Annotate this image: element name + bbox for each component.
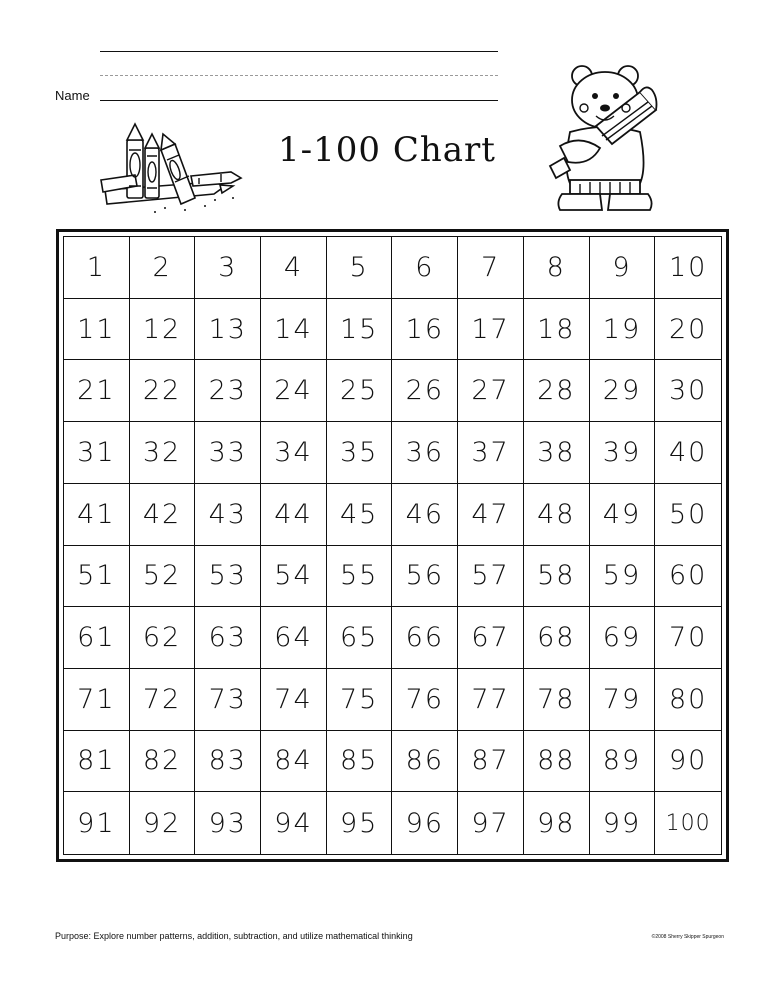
- number-cell: 84: [261, 731, 327, 793]
- number-cell: 97: [458, 792, 524, 854]
- number-cell: 36: [392, 422, 458, 484]
- number-cell: 20: [655, 299, 721, 361]
- number-cell: 88: [524, 731, 590, 793]
- number-cell: 99: [590, 792, 656, 854]
- number-cell: 59: [590, 546, 656, 608]
- number-cell: 61: [64, 607, 130, 669]
- number-cell: 21: [64, 360, 130, 422]
- number-cell: 64: [261, 607, 327, 669]
- number-cell: 5: [327, 237, 393, 299]
- number-cell: 71: [64, 669, 130, 731]
- number-cell: 89: [590, 731, 656, 793]
- number-cell: 77: [458, 669, 524, 731]
- number-cell: 92: [130, 792, 196, 854]
- number-cell: 25: [327, 360, 393, 422]
- number-cell: 75: [327, 669, 393, 731]
- number-cell: 55: [327, 546, 393, 608]
- number-cell: 56: [392, 546, 458, 608]
- number-cell: 1: [64, 237, 130, 299]
- number-cell: 12: [130, 299, 196, 361]
- number-cell: 13: [195, 299, 261, 361]
- number-cell: 38: [524, 422, 590, 484]
- number-cell: 86: [392, 731, 458, 793]
- number-cell: 51: [64, 546, 130, 608]
- number-cell: 4: [261, 237, 327, 299]
- bear-illustration: [540, 62, 670, 217]
- number-cell: 42: [130, 484, 196, 546]
- number-cell: 34: [261, 422, 327, 484]
- number-cell: 90: [655, 731, 721, 793]
- number-cell: 96: [392, 792, 458, 854]
- number-cell: 91: [64, 792, 130, 854]
- number-cell: 2: [130, 237, 196, 299]
- purpose-text: Purpose: Explore number patterns, addition, subtraction, and utilize mathematical thinking: [55, 931, 413, 941]
- name-line[interactable]: [100, 100, 498, 101]
- hundred-chart: [56, 229, 729, 862]
- number-cell: 7: [458, 237, 524, 299]
- number-cell: 19: [590, 299, 656, 361]
- number-cell: 35: [327, 422, 393, 484]
- page-title: 1-100 Chart: [278, 130, 496, 170]
- number-cell: 95: [327, 792, 393, 854]
- number-cell: 68: [524, 607, 590, 669]
- number-cell: 43: [195, 484, 261, 546]
- number-cell: 33: [195, 422, 261, 484]
- number-cell: 82: [130, 731, 196, 793]
- number-cell: 78: [524, 669, 590, 731]
- number-cell: 32: [130, 422, 196, 484]
- number-cell: 16: [392, 299, 458, 361]
- number-cell: 27: [458, 360, 524, 422]
- number-cell: 23: [195, 360, 261, 422]
- number-cell: 14: [261, 299, 327, 361]
- number-cell: 31: [64, 422, 130, 484]
- number-cell: 18: [524, 299, 590, 361]
- number-cell: 47: [458, 484, 524, 546]
- number-cell: 28: [524, 360, 590, 422]
- number-cell: 81: [64, 731, 130, 793]
- number-cell: 44: [261, 484, 327, 546]
- number-cell: 79: [590, 669, 656, 731]
- number-cell: 10: [655, 237, 721, 299]
- name-label: Name: [55, 88, 90, 103]
- number-cell: 74: [261, 669, 327, 731]
- hundred-chart-grid: [63, 236, 722, 855]
- number-cell: 52: [130, 546, 196, 608]
- number-cell: 72: [130, 669, 196, 731]
- number-cell: 15: [327, 299, 393, 361]
- number-cell: 8: [524, 237, 590, 299]
- number-cell: 76: [392, 669, 458, 731]
- number-cell: 17: [458, 299, 524, 361]
- number-cell: 83: [195, 731, 261, 793]
- number-cell: 29: [590, 360, 656, 422]
- copyright-text: ©2008 Sherry Skipper Spurgeon: [651, 934, 724, 940]
- number-cell: 49: [590, 484, 656, 546]
- number-cell: 63: [195, 607, 261, 669]
- number-cell: 53: [195, 546, 261, 608]
- number-cell: 67: [458, 607, 524, 669]
- number-cell: 48: [524, 484, 590, 546]
- number-cell: 45: [327, 484, 393, 546]
- number-cell: 62: [130, 607, 196, 669]
- number-cell: 46: [392, 484, 458, 546]
- number-cell: 40: [655, 422, 721, 484]
- number-cell: 26: [392, 360, 458, 422]
- writing-line-dashed: [100, 75, 498, 76]
- number-cell: 9: [590, 237, 656, 299]
- number-cell: 41: [64, 484, 130, 546]
- number-cell: 70: [655, 607, 721, 669]
- number-cell: 37: [458, 422, 524, 484]
- number-cell: 39: [590, 422, 656, 484]
- number-cell: 60: [655, 546, 721, 608]
- number-cell: 66: [392, 607, 458, 669]
- number-cell: 73: [195, 669, 261, 731]
- writing-line-top: [100, 51, 498, 52]
- number-cell: 85: [327, 731, 393, 793]
- number-cell: 94: [261, 792, 327, 854]
- number-cell: 58: [524, 546, 590, 608]
- number-cell: 30: [655, 360, 721, 422]
- number-cell: 22: [130, 360, 196, 422]
- number-cell: 3: [195, 237, 261, 299]
- number-cell: 80: [655, 669, 721, 731]
- number-cell: 6: [392, 237, 458, 299]
- number-cell: 98: [524, 792, 590, 854]
- crayons-illustration: [95, 120, 245, 215]
- number-cell: 93: [195, 792, 261, 854]
- number-cell: 11: [64, 299, 130, 361]
- number-cell: 54: [261, 546, 327, 608]
- number-cell: 69: [590, 607, 656, 669]
- number-cell: 100: [665, 810, 711, 836]
- number-cell: 87: [458, 731, 524, 793]
- number-cell: 65: [327, 607, 393, 669]
- number-cell: 50: [655, 484, 721, 546]
- number-cell: 57: [458, 546, 524, 608]
- number-cell: 24: [261, 360, 327, 422]
